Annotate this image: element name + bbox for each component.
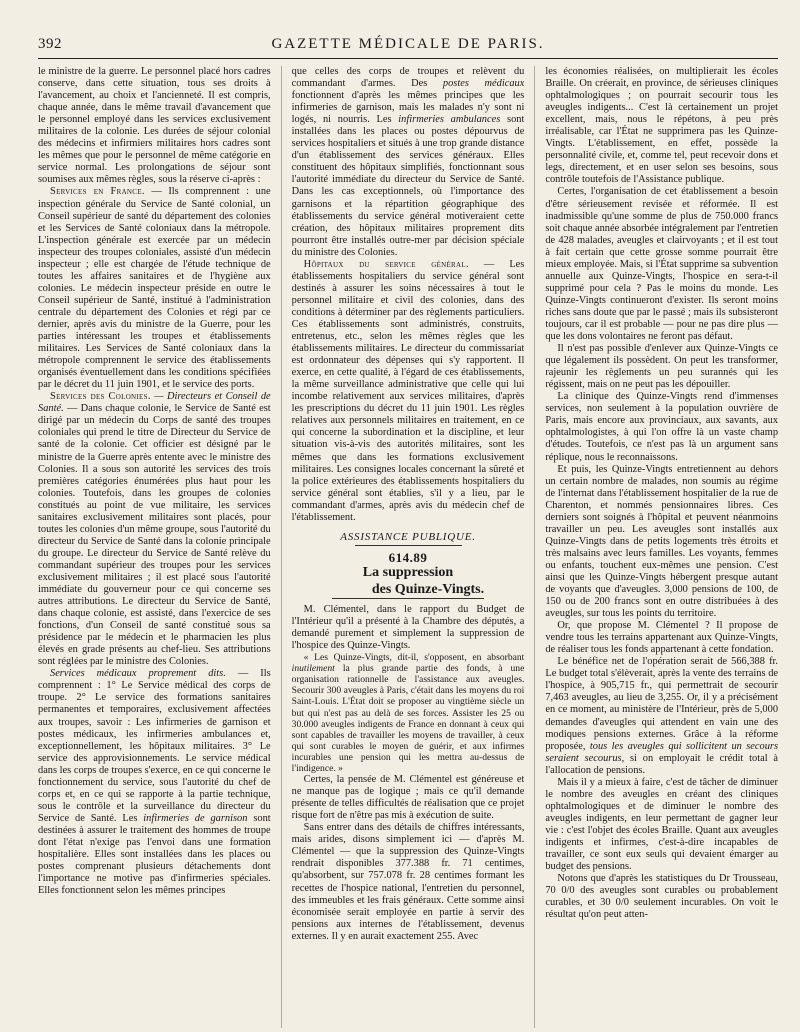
article-title: La suppression des Quinze-Vingts. <box>292 564 525 599</box>
page-number: 392 <box>38 36 62 52</box>
section-heading: Services médicaux proprement dits. <box>50 668 226 680</box>
section-title: ASSISTANCE PUBLIQUE. <box>340 530 476 543</box>
paragraph: Hôpitaux du service général. — Les établissements hospitaliers du service général sont destinés à assurer les soins nécessaires à tout le personnel militaire et civil des colonies, dans des conditions à déterminer par des règlements particuliers. Ces établissements sont administrés, construits, entretenus, etc., selon les mêmes règles que les établissements militaires. Le directeur du commissariat est ordonnateur des dépenses qui s'y rapportent. Il exerce, en cette qualité, à l'égard de ces établissements, la même surveillance administrative que celle qui lui incombe relativement aux services militaires, d'après les prescriptions du décret du 11 juin 1901. Les règles relatives aux personnels militaires en traitement, en ce qui concerne la subordination et la discipline, et leur situation vis-à-vis des autorités militaires, sont les mêmes que dans les formations exclusivement militaires. Les consignes locales concernant la sûreté et la police extérieures des établissements hospitaliers du service général sont établies, s'il y a lieu, par le commandant d'armes, après avis du médecin chef de l'établissement. <box>291 258 525 523</box>
column-divider <box>281 66 282 1028</box>
paragraph: Sans entrer dans des détails de chiffres intéressants, mais arides, disons simplement ici — d'après M. Clémentel — que la suppression des Quinze-Vingts rendrait disponibles 377.388 fr. 71 centimes, qu'absorbent, sur 757.078 fr. 28 centimes formant les recettes de l'hospice national, l'entretien du personnel, des immeubles et les frais généraux. Cette somme ainsi économisée serait employée en partie à servir des pensions aux internes de l'établissement, devenus externes. Il y en aurait exactement 255. Avec <box>291 822 525 942</box>
section-heading: Services des Colonies. <box>50 391 151 403</box>
paragraph: Mais il y a mieux à faire, c'est de tâcher de diminuer le nombre des aveugles en créant des cliniques ophtalmologiques et de diminuer le nombre des aveugles indigents, en leur permettant de gagner leur vie : c'est l'objet des écoles Braille. Quant aux aveugles indigents et infirmes, c'est-à-dire incapables de travailler, ce sont eux seuls qui devaient émarger au budget des pensions. <box>545 776 779 873</box>
paragraph: Services des Colonies. — Directeurs et Conseil de Santé. — Dans chaque colonie, le Service de Santé est dirigé par un médecin du Corps de santé des troupes coloniales qui prend le titre de Directeur du Service de santé de la colonie. Cet officier est désigné par le ministre de la Guerre après entente avec le ministre des Colonies. Il a sous son autorité les services des trois premières catégories énumérées plus haut pour les colonies. Toutefois, dans les groupes de colonies constitués au point de vue militaire, les services sanitaires exclusivement militaires sont placés, pour toutes les colonies d'un même groupe, sous l'autorité du directeur du Service de Santé dans la colonie principale du groupe. Le directeur du Service de Santé relève du commandant supérieur des troupes pour les services exclusivement militaires ; il est placé sous l'autorité immédiate du gouverneur pour ce qui concerne ses autres attributions. Le directeur du Service de Santé, dans chaque colonie, est assisté, dans l'exercice de ses fonctions, d'un Conseil de santé constitué sous sa présidence par le médecin et le pharmacien les plus élevés en grade présents au chef-lieu. Ses attributions sont réglées par le ministre des Colonies. <box>38 391 271 668</box>
paragraph: Certes, la pensée de M. Clémentel est généreuse et ne manque pas de logique ; mais ce qu'il demande présente de telles difficultés de réalisation que ce projet risque fort de n'être pas mis à exécution de suite. <box>291 774 525 822</box>
paragraph: Services médicaux proprement dits. — Ils comprennent : 1° Le Service médical des corps de troupe. 2° Le service des formations sanitaires permanentes et temporaires, exclusivement affectées aux troupes, savoir : Les infirmeries de garnison et postes médicaux, les infirmeries ambulances et, exceptionnellement, les hôpitaux militaires. 3° Le service des approvisionnements. Le service médical dans les corps de troupes s'exerce, en ce qui concerne le fonctionnement du service, sous l'autorité du chef de corps et, en ce qui se rapporte à la partie technique, sous le contrôle et la surveillance du directeur du Service de Santé. Les infirmeries de garnison sont destinées à assurer le traitement des hommes de troupe dont l'état n'exige pas l'envoi dans une formation hospitalière. Elles sont installées dans les places ou postes comprenant plusieurs détachements dont l'importance ne motive pas d'infirmeries spéciales. Elles fonctionnent selon les mêmes principes <box>38 668 271 897</box>
paragraph: M. Clémentel, dans le rapport du Budget de l'Intérieur qu'il a présenté à la Chambre des députés, a demandé purement et simplement la suppression de l'hospice des Quinze-Vingts. <box>291 603 525 652</box>
paragraph: Certes, l'organisation de cet établissement a besoin d'être sérieusement revisée et réformée. Il est inadmissible qu'une somme de plus de 750.000 francs soit chaque année absorbée intégralement par l'entretien de 428 malades, aveugles et clairvoyants ; et il est tout à fait certain que cette grosse somme pourrait être mieux employée. Mais, si l'État supprime sa subvention annuelle aux Quinze-Vingts, l'hospice en sera-t-il supprimé pour cela ? Pas le moins du monde. Les Quinze-Vingts continueront d'exister. Ils seront moins riches sans doute que par le passé ; mais ils subsisteront toujours, car il est probable — pour ne pas dire plus — que les dons volontaires ne feront pas défaut. <box>545 186 779 343</box>
subheading: — Directeurs et Conseil de Santé. <box>38 391 271 415</box>
section-heading: Hôpitaux du service général. <box>303 258 469 270</box>
column-3 <box>545 66 778 1028</box>
paragraph: Et puis, les Quinze-Vingts entretiennent au dehors un certain nombre de malades, non soumis au régime de l'internat dans l'établissement hospitalier de la rue de Charenton, et nommés pensionnaires libres. Ces derniers sont soignés à l'hôpital et peuvent néanmoins travailler un peu. Les aveugles sont installés aux Quinze-Vingts dans de petits logements très étroits et très malsains avec leurs familles. Les voyants, femmes ou enfants, touchent eux-mêmes une pension. C'est ainsi que les Quinze-Vingts hébergent presque autant de voyants que d'aveugles. 3,000 pensions de 100, de 150 ou de 200 francs sont en outre distribuées à des aveugles, sur tous les points du territoire. <box>545 463 779 620</box>
journal-title: GAZETTE MÉDICALE DE PARIS. <box>271 36 545 52</box>
section-rule <box>355 545 462 546</box>
column-1 <box>38 66 271 1028</box>
column-divider <box>534 66 535 1028</box>
paragraph: Le bénéfice net de l'opération serait de 566,388 fr. Le budget total s'élèverait, après la vente des terrains de l'hospice, à 905,715 fr., qui permettrait de secourir 7,463 aveugles, au lieu de 3,255. Or, il y a précisément en ce moment, au ministère de l'Intérieur, près de 5,000 demandes d'aveugles qui attendent en vain une des modiques pensions externes. Grâce à la réforme proposée, tous les aveugles qui sollicitent un secours seraient secourus, si on employait le crédit total à l'allocation de pensions. <box>545 656 779 776</box>
paragraph: Or, que propose M. Clémentel ? Il propose de vendre tous les terrains appartenant aux Quinze-Vingts, de réaliser tous les fonds appartenant à cette fondation. <box>545 620 779 656</box>
article-number: 614.89 <box>388 549 428 565</box>
text-columns <box>38 66 778 1028</box>
page-header <box>38 36 778 59</box>
column-2 <box>292 66 525 1028</box>
paragraph: Services en France. — Ils comprennent : une inspection générale du Service de Santé colonial, un Conseil supérieur de santé du département des colonies et les Services de Santé coloniaux dans la métropole. L'inspection générale est exercée par un médecin inspecteur des troupes coloniales, assisté d'un médecin inspecteur ; elle est chargée de l'étude technique de toutes les affaires sanitaires et de l'hygiène aux colonies. Le médecin inspecteur préside en outre le Conseil supérieur de Santé, institué à l'administration centrale du département des Colonies et régi par ce dernier, après avis du ministre de la Guerre, pour les parties intéressant les troupes et établissements militaires. Les Services de Santé coloniaux dans la métropole comprennent le service des établissements organisés éventuellement dans les conditions spécifiées par le décret du 11 juin 1901, et le service des ports. <box>38 186 271 391</box>
quotation: « Les Quinze-Vingts, dit-il, s'opposent, en absorbant inutilement la plus grande partie des fonds, à une organisation rationnelle de l'assistance aux aveugles. Secourir 300 aveugles à Paris, c'était dans les moyens du roi Saint-Louis. L'État doit se proposer au vingtième siècle un but qui n'est pas au delà de ses forces. Assister les 25 ou 30.000 aveugles indigents de France en donnant à ceux qui sont capables de travailler les moyens de travailler, à ceux qui sont curables le moyen de guérir, et aux infirmes incurables une pension qui les mettra au-dessus de l'indigence. » <box>291 652 525 774</box>
section-heading: Services en France. <box>50 186 145 198</box>
paragraph: Notons que d'après les statistiques du Dr Trousseau, 70 0/0 des aveugles sont curables ou probablement curables, et 30 0/0 seulement incurables. On voit le résultat qu'on peut atten- <box>545 873 779 921</box>
paragraph: La clinique des Quinze-Vingts rend d'immenses services, non seulement à la population ouvrière de Paris, mais encore aux provinciaux, aux savants, aux ophtalmologistes, à qui l'on offre là un vaste champ d'études. Toutefois, ce n'est pas là un argument sans réplique, nous le reconnaissons. <box>545 391 779 463</box>
paragraph: les économies réalisées, on multiplierait les écoles Braille. On créerait, en province, de sérieuses cliniques ophtalmologiques ; on pourrait secourir tous les aveugles indigents... C'est là certainement un projet excellent, mais, nous le répétons, à peu près irréalisable, car l'État ne supprimera pas les Quinze-Vingts. L'établissement, en effet, possède la personnalité civile, et, comme tel, peut recevoir dons et legs, directement, et en user selon ses besoins, sous contrôle toutefois de l'Assistance publique. <box>545 66 779 186</box>
paragraph: Il n'est pas possible d'enlever aux Quinze-Vingts ce que légalement ils possèdent. On peut les transformer, rajeunir les règlements un peu surannés qui les régissent, mais on ne peut pas les dépouiller. <box>545 343 779 391</box>
paragraph: que celles des corps de troupes et relèvent du commandant d'armes. Des postes médicaux fonctionnent d'après les mêmes principes que les infirmeries de garnison, mais les malades n'y sont ni logés, ni nourris. Les infirmeries ambulances sont installées dans les places ou postes dépourvus de services hospitaliers et situés à une trop grande distance d'un établissement des services généraux. Elles constituent des hôpitaux simplifiés, fonctionnant sous l'autorité immédiate du directeur du Service de Santé. Dans les cas exceptionnels, où l'importance des garnisons et la répartition géographique des établissements du service général motiveraient cette création, des hôpitaux militaires proprement dits pourront être installés outre-mer par décision spéciale du ministre des Colonies. <box>291 66 525 258</box>
paragraph: le ministre de la guerre. Le personnel placé hors cadres conserve, dans cette situation, tous ses droits à l'avancement, au choix et l'ancienneté. Il est compris, chaque année, dans le même travail d'avancement que le personnel employé dans les services exclusivement militaires de la colonie. Les durées de séjour colonial des médecins et infirmiers militaires hors cadres sont les mêmes que pour le personnel de même catégorie en service normal. Les prolongations de séjour sont soumises aux mêmes règles, sous la réserve ci-après : <box>38 66 271 186</box>
